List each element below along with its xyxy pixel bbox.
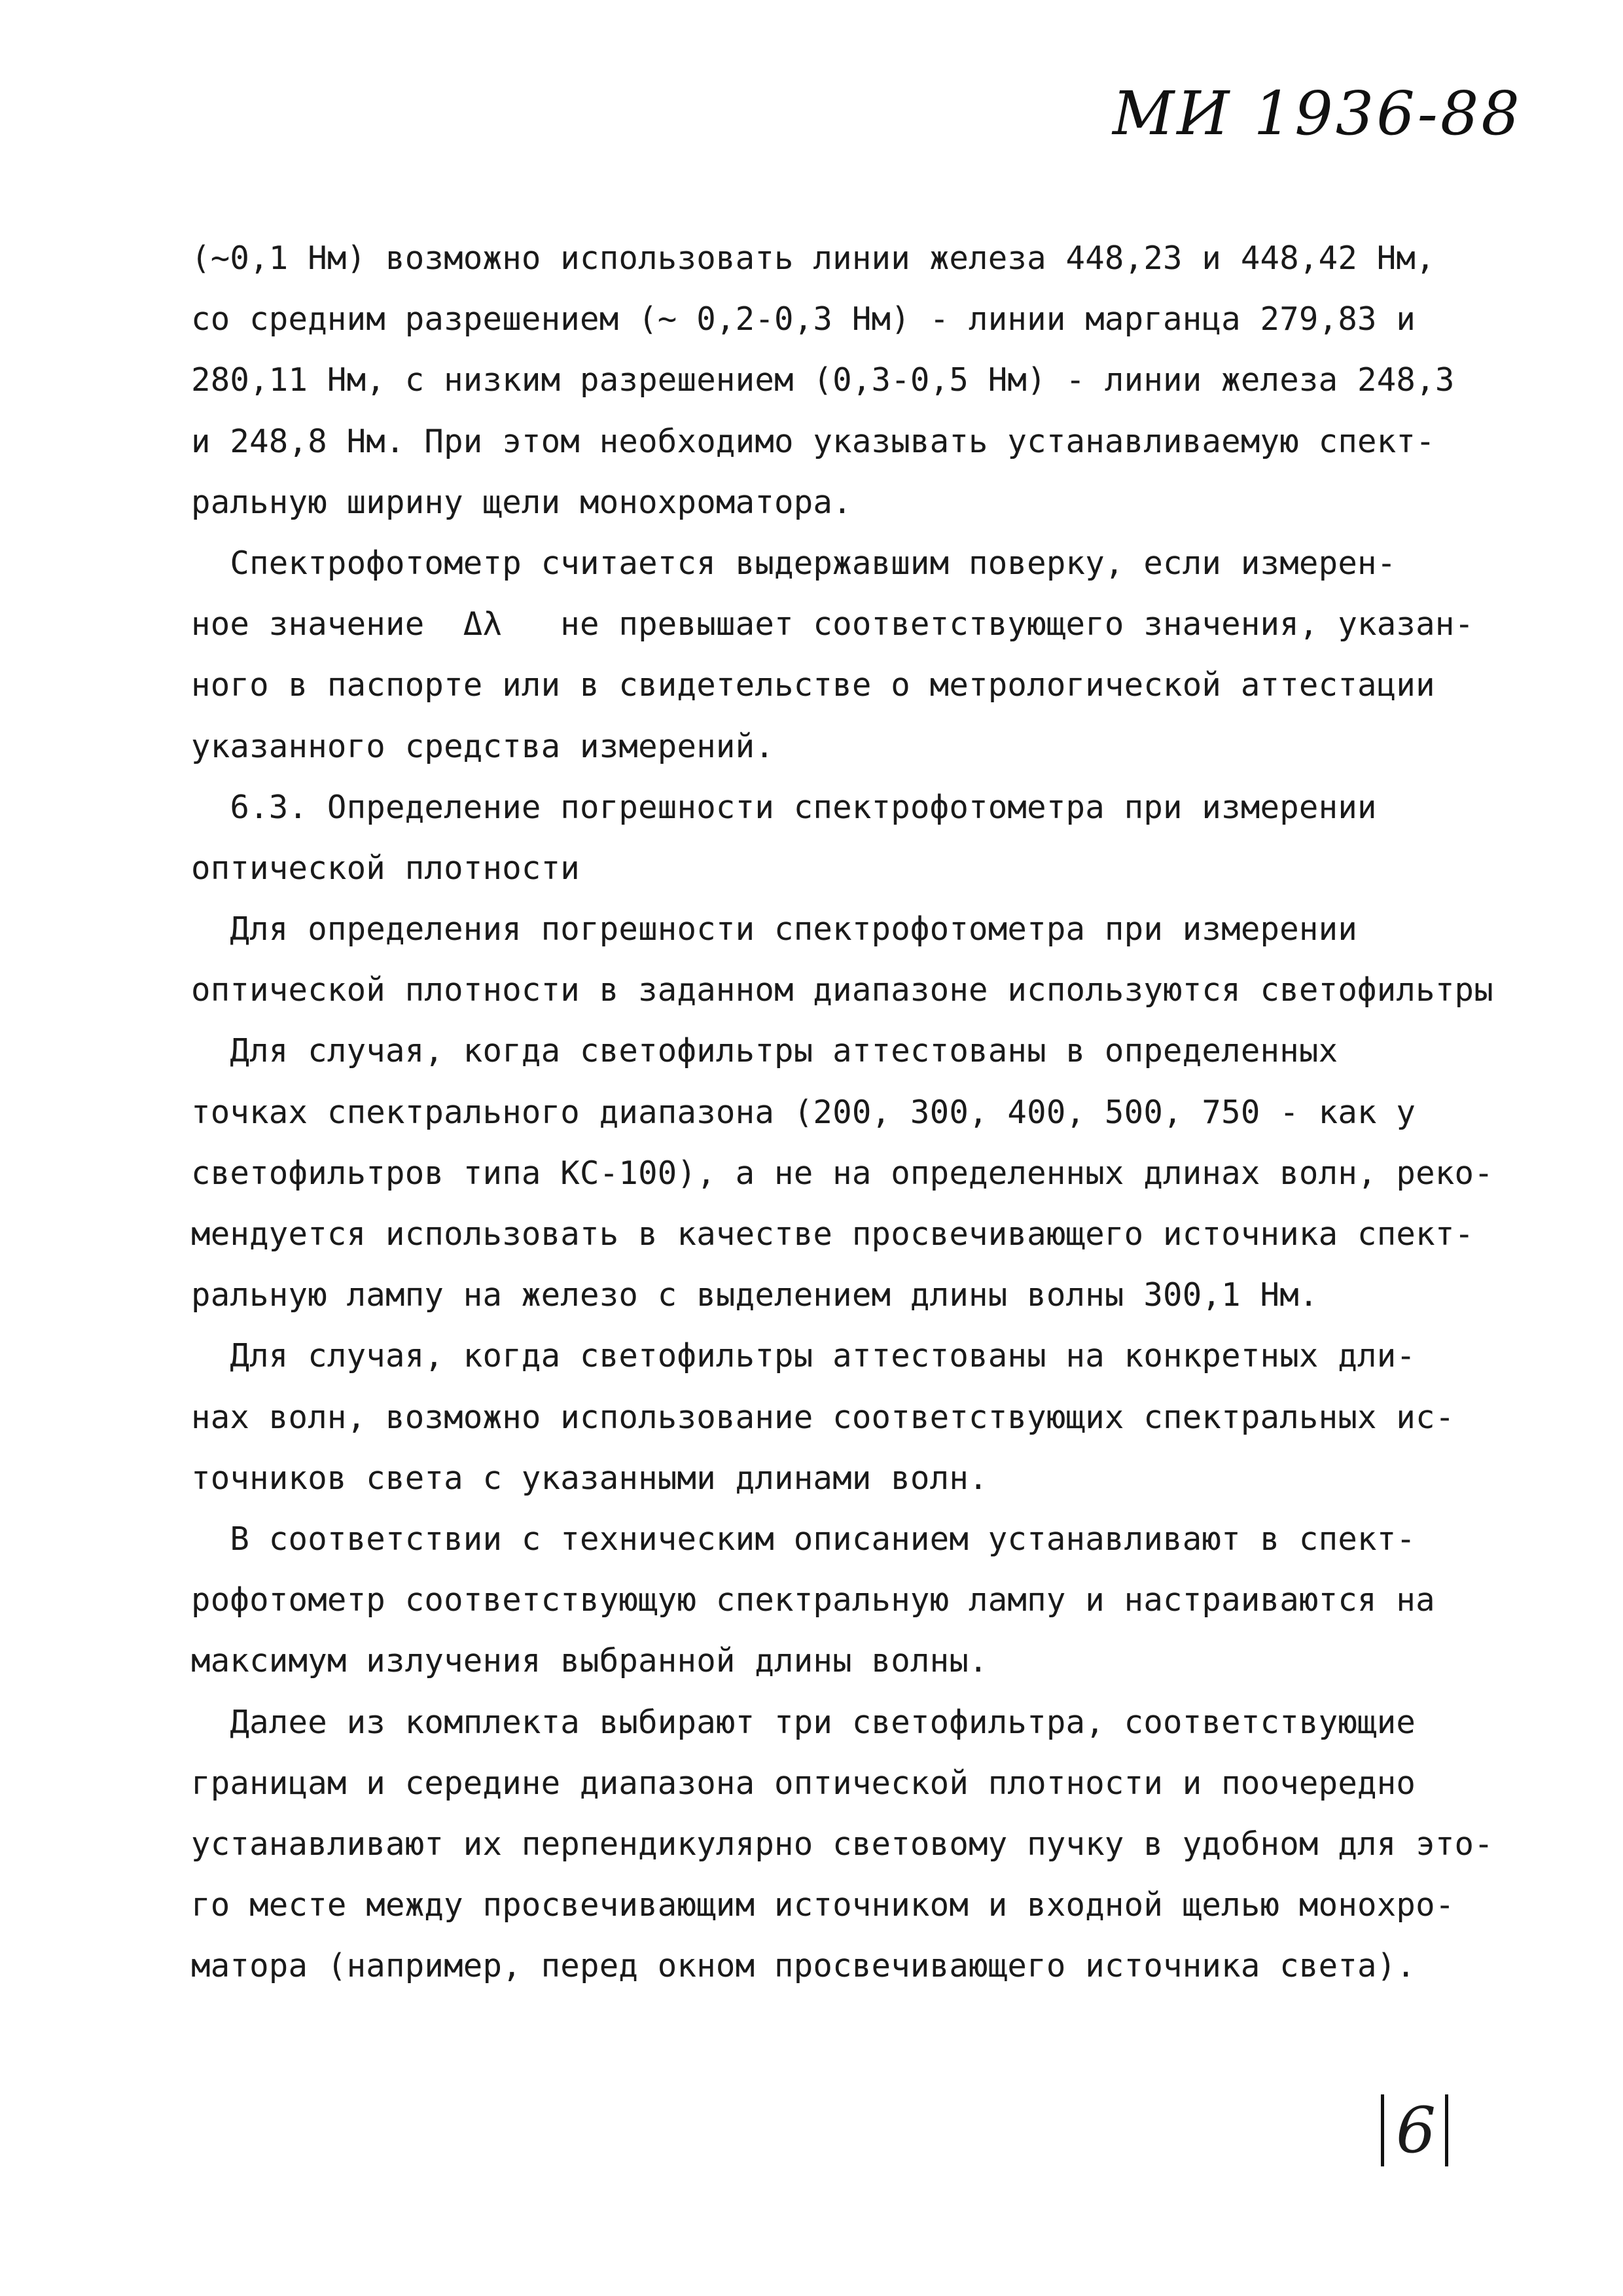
text-line: Для случая, когда светофильтры аттестованы в определенных xyxy=(191,1032,1338,1070)
paragraph xyxy=(191,1509,1474,1692)
paragraph xyxy=(191,899,1493,1020)
section-heading xyxy=(191,777,1474,899)
page-number: 6 xyxy=(1381,2094,1448,2166)
text-line: указанного средства измерений. xyxy=(191,727,775,765)
text-line: 6.3. Определение погрешности спектрофотометра при измерении xyxy=(191,788,1377,826)
text-line: со средним разрешением (~ 0,2-0,3 Нм) - линии марганца 279,83 и xyxy=(191,300,1416,338)
text-line: Далее из комплекта выбирают три светофильтра, соответствующие xyxy=(191,1703,1416,1741)
paragraph xyxy=(191,1692,1493,1997)
text-line: рофотометр соответствующую спектральную лампу и настраиваются на xyxy=(191,1581,1435,1619)
document-body xyxy=(191,228,1493,1996)
paragraph xyxy=(191,1020,1493,1325)
text-line: нах волн, возможно использование соответствующих спектральных ис- xyxy=(191,1398,1455,1436)
text-line: Для определения погрешности спектрофотометра при измерении xyxy=(191,910,1358,948)
document-code: МИ 1936-88 xyxy=(1113,79,1522,149)
text-line: Для случая, когда светофильтры аттестованы на конкретных дли- xyxy=(191,1337,1416,1375)
text-line: точников света с указанными длинами волн. xyxy=(191,1459,988,1497)
text-line: Спектрофотометр считается выдержавшим поверку, если измерен- xyxy=(191,544,1397,582)
text-line: устанавливают их перпендикулярно световому пучку в удобном для это- xyxy=(191,1825,1493,1863)
paragraph xyxy=(191,533,1474,777)
paragraph xyxy=(191,228,1474,533)
text-line: ное значение Δλ не превышает соответствующего значения, указан- xyxy=(191,605,1474,643)
text-line: (~0,1 Нм) возможно использовать линии железа 448,23 и 448,42 Нм, xyxy=(191,240,1435,277)
text-line: 280,11 Нм, с низким разрешением (0,3-0,5 Нм) - линии железа 248,3 xyxy=(191,361,1455,399)
text-line: мендуется использовать в качестве просвечивающего источника спект- xyxy=(191,1215,1474,1253)
text-line: и 248,8 Нм. При этом необходимо указывать устанавливаемую спект- xyxy=(191,422,1435,460)
text-line: матора (например, перед окном просвечивающего источника света). xyxy=(191,1947,1416,1985)
paragraph xyxy=(191,1325,1474,1509)
text-line: оптической плотности xyxy=(191,849,580,887)
text-line: го месте между просвечивающим источником и входной щелью монохро- xyxy=(191,1886,1455,1924)
text-line: максимум излучения выбранной длины волны. xyxy=(191,1642,988,1680)
text-line: ральную ширину щели монохроматора. xyxy=(191,483,852,521)
text-line: границам и середине диапазона оптической плотности и поочередно xyxy=(191,1764,1416,1802)
text-line: оптической плотности в заданном диапазоне используются светофильтры xyxy=(191,971,1493,1009)
text-line: ного в паспорте или в свидетельстве о метрологической аттестации xyxy=(191,666,1435,704)
text-line: точках спектрального диапазона (200, 300, 400, 500, 750 - как у xyxy=(191,1093,1416,1131)
text-line: светофильтров типа КС-100), а не на определенных длинах волн, реко- xyxy=(191,1154,1493,1192)
text-line: ральную лампу на железо с выделением длины волны 300,1 Нм. xyxy=(191,1276,1319,1314)
text-line: В соответствии с техническим описанием устанавливают в спект- xyxy=(191,1520,1416,1558)
